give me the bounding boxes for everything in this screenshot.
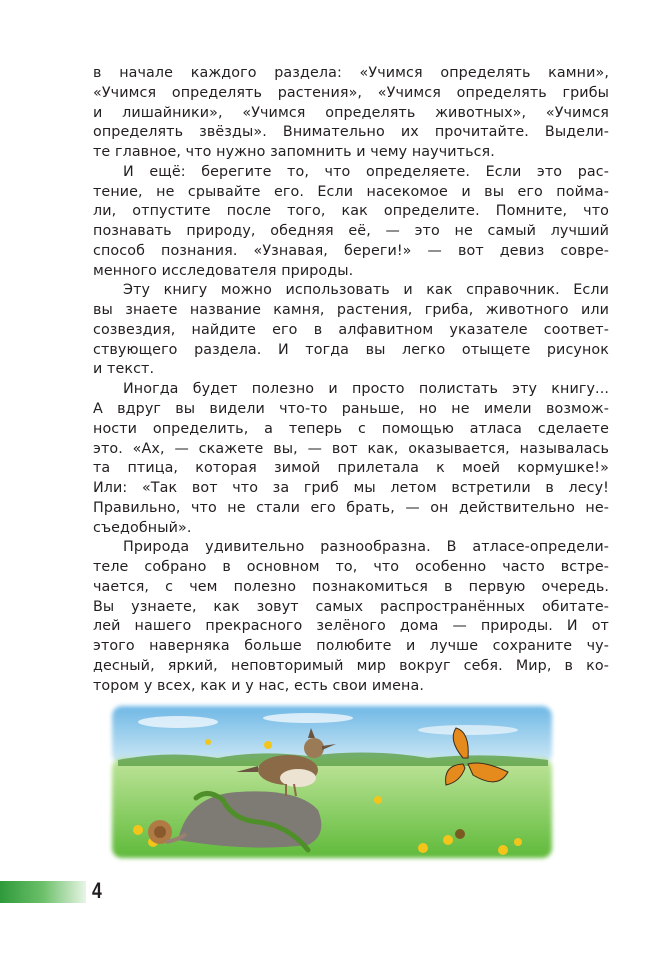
page-number: 4 (92, 878, 102, 903)
body-text (93, 64, 609, 697)
text-line: теле собрано в основном то, что особенно часто встре- (93, 559, 609, 576)
meadow-illustration (108, 700, 556, 864)
bee (455, 829, 465, 839)
text-line: десный, яркий, неповторимый мир вокруг себя. Мир, в ко- (93, 657, 609, 674)
text-line: А вдруг вы видели что-то раньше, но не имели возмож- (93, 401, 609, 418)
text-line: Природа удивительно разнообразна. В атласе-определи- (123, 539, 609, 556)
text-line: познавать природу, обедняя её, — это не самый лучший (93, 223, 609, 240)
paragraph (93, 64, 609, 163)
text-line: созвездия, найдите его в алфавитном указателе соответ- (93, 321, 609, 338)
text-line: тором у всех, как и у нас, есть свои имена. (93, 677, 424, 694)
text-line: «Учимся определять растения», «Учимся определять грибы (93, 84, 609, 101)
text-line: Или: «Так вот что за гриб мы летом встретили в лесу! (93, 480, 609, 497)
text-line: способ познания. «Узнавая, береги!» — вот девиз совре- (93, 242, 609, 259)
text-line: Эту книгу можно использовать и как справочник. Если (123, 282, 609, 299)
text-line: менного исследователя природы. (93, 262, 354, 279)
text-line: та птица, которая зимой прилетала к моей кормушке!» (93, 460, 609, 477)
paragraph (93, 163, 609, 282)
text-line: тение, не срывайте его. Если насекомое и вы его пойма- (93, 183, 609, 200)
text-line: и лишайники», «Учимся определять животных», «Учимся (93, 104, 609, 121)
paragraph (93, 380, 609, 538)
text-line: Правильно, что не стали его брать, — он действительно не- (93, 499, 609, 516)
page-number-accent-bar (0, 881, 86, 903)
text-line: этого наверняка больше полюбите и лучше сохраните чу- (93, 638, 609, 655)
paragraph (93, 538, 609, 696)
paragraph (93, 281, 609, 380)
text-line: ности определить, а теперь с помощью атласа сделаете (93, 420, 609, 437)
text-line: определять звёзды». Внимательно их прочитайте. Выдели- (93, 124, 609, 141)
text-line: чается, с чем полезно познакомиться в первую очередь. (93, 578, 609, 595)
text-line: вы знаете название камня, растения, гриба, животного или (93, 302, 609, 319)
text-line: и текст. (93, 361, 155, 378)
text-line: в начале каждого раздела: «Учимся определять камни», (93, 65, 609, 81)
text-line: это. «Ах, — скажете вы, — вот как, оказывается, называлась (93, 440, 609, 457)
text-line: те главное, что нужно запомнить и чему научиться. (93, 144, 495, 161)
text-line: ли, отпустите после того, как определите. Помните, что (93, 203, 609, 220)
text-line: ствующего раздела. И тогда вы легко отыщете рисунок (93, 341, 609, 358)
text-line: Вы узнаете, как зовут самых распространённых обитате- (93, 598, 609, 615)
text-line: лей нашего прекрасного зелёного дома — природы. И от (93, 618, 609, 635)
text-line: Иногда будет полезно и просто полистать эту книгу... (123, 381, 609, 398)
text-line: съедобный». (93, 519, 192, 536)
text-line: И ещё: берегите то, что определяете. Если это рас- (123, 163, 609, 180)
